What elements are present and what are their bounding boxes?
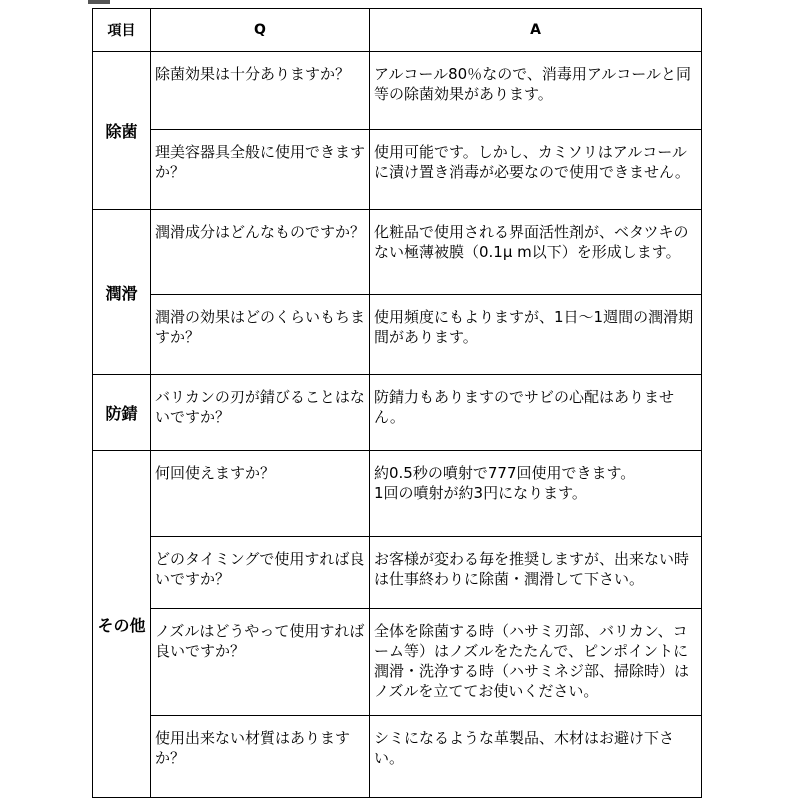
answer-cell: アルコール80％なので、消毒用アルコールと同等の除菌効果があります。 <box>370 52 702 130</box>
answer-cell: 使用頻度にもよりますが、1日～1週間の潤滑期間があります。 <box>370 294 702 374</box>
question-cell: バリカンの刃が錆びることはないですか？ <box>151 374 370 450</box>
table-row <box>93 715 702 797</box>
category-rust-prevention: 防錆 <box>93 374 151 450</box>
question-cell: 潤滑成分はどんなものですか？ <box>151 210 370 294</box>
question-cell: 何回使えますか？ <box>151 451 370 537</box>
table-row <box>93 52 702 130</box>
corner-mark <box>88 0 110 4</box>
table-row <box>93 130 702 210</box>
answer-line: 1回の噴射が約3円になります。 <box>374 484 587 503</box>
table-row <box>93 537 702 609</box>
answer-cell: お客様が変わる毎を推奨しますが、出来ない時は仕事終わりに除菌・潤滑して下さい。 <box>370 537 702 609</box>
question-cell: どのタイミングで使用すれば良いですか？ <box>151 537 370 609</box>
header-row <box>93 9 702 52</box>
question-cell: 除菌効果は十分ありますか？ <box>151 52 370 130</box>
category-lubrication: 潤滑 <box>93 210 151 374</box>
faq-table <box>92 8 702 798</box>
answer-cell: 全体を除菌する時（ハサミ刃部、バリカン、コーム等）はノズルをたたんで、ピンポイントに潤滑・洗浄する時（ハサミネジ部、掃除時）はノズルを立ててお使いください。 <box>370 609 702 715</box>
table-row <box>93 451 702 537</box>
answer-cell: シミになるような革製品、木材はお避け下さい。 <box>370 715 702 797</box>
table-row <box>93 609 702 715</box>
category-disinfection: 除菌 <box>93 52 151 210</box>
question-cell: 潤滑の効果はどのくらいもちますか？ <box>151 294 370 374</box>
answer-cell: 防錆力もありますのでサビの心配はありません。 <box>370 374 702 450</box>
header-question: Q <box>151 9 370 52</box>
table-row <box>93 374 702 450</box>
answer-cell <box>370 451 702 537</box>
answer-line: 約0.5秒の噴射で777回使用できます。 <box>374 464 636 483</box>
answer-cell: 使用可能です。しかし、カミソリはアルコールに漬け置き消毒が必要なので使用できません。 <box>370 130 702 210</box>
answer-cell: 化粧品で使用される界面活性剤が、ベタツキのない極薄被膜（0.1μ m以下）を形成します。 <box>370 210 702 294</box>
header-answer: A <box>370 9 702 52</box>
header-category: 項目 <box>93 9 151 52</box>
table-row <box>93 210 702 294</box>
category-other: その他 <box>93 451 151 798</box>
question-cell: ノズルはどうやって使用すれば良いですか？ <box>151 609 370 715</box>
question-cell: 理美容器具全般に使用できますか？ <box>151 130 370 210</box>
table-row <box>93 294 702 374</box>
question-cell: 使用出来ない材質はありますか？ <box>151 715 370 797</box>
